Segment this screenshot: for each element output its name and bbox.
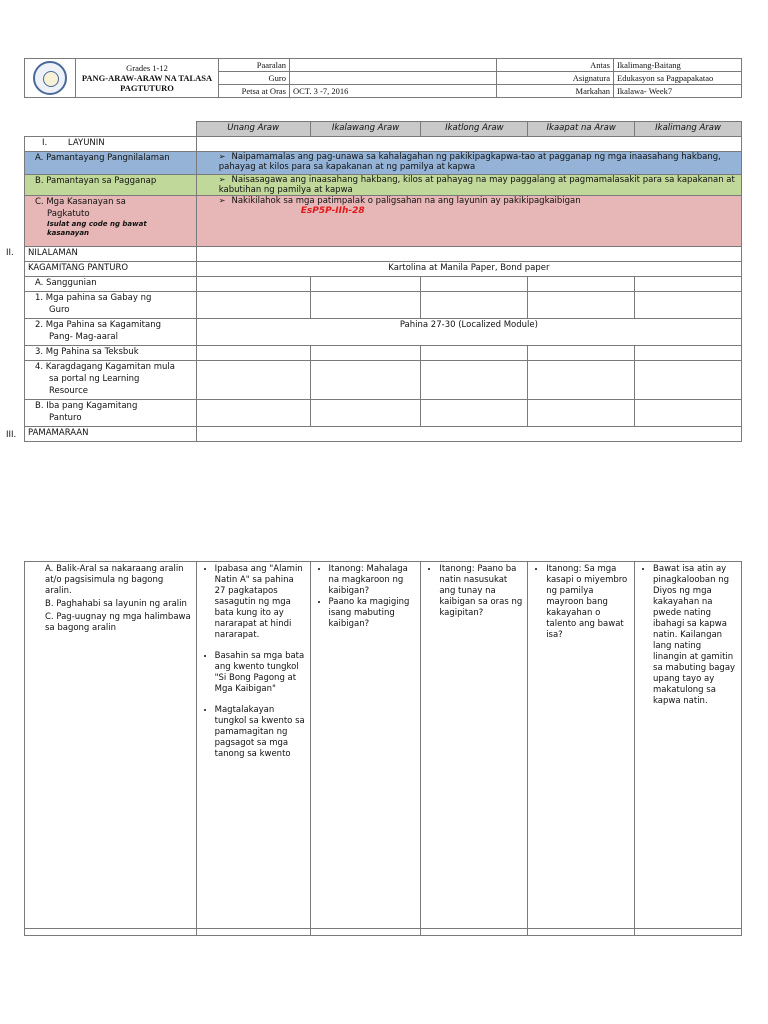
antas-label: Antas [497,59,614,72]
pamamaraan-blank [196,427,741,442]
deped-seal-cell [25,59,76,98]
step-letter: B. [45,599,54,609]
arrow-bullet-icon [219,175,232,185]
cell [421,361,528,400]
cell [310,400,421,427]
nilalaman-heading: NILALAMAN [25,247,197,262]
iba-pang-kagamitan-label [25,400,197,427]
cell [310,929,421,936]
pamamaraan-table [24,561,742,936]
antas-value: Ikalimang-Baitang [614,59,742,72]
layunin-label: LAYUNIN [67,138,105,148]
petsa-label: Petsa at Oras [219,85,290,98]
deped-seal-icon [33,61,67,95]
cell [196,361,310,400]
cell [528,400,635,427]
day4-cell [528,562,635,929]
day2-cell [310,562,421,929]
cell [635,400,742,427]
cell [310,277,421,292]
step-item [45,612,192,634]
step-text: Paghahabi sa layunin ng aralin [56,599,187,609]
paaralan-label: Paaralan [219,59,290,72]
title-line-1: Grades 1-12 [126,63,168,73]
cell [635,929,742,936]
cell [196,400,310,427]
list-item: • Basahin sa mga bata ang kwento tungkol "Si Bong Pagong at Mga Kaibigan" [215,651,306,695]
list-item: • Itanong: Mahalaga na magkaroon ng kaibigan? [329,564,417,597]
cell [310,292,421,319]
list-item: • Itanong: Paano ba natin nasusukat ang tunay na kaibigan sa oras ng kagipitan? [439,564,523,619]
learning-resource-line2: sa portal ng Learning [49,374,140,384]
list-item: • Ipabasa ang "Alamin Natin A" sa pahina 27 pagkatapos sasagutin ng mga bata kung ito ay nararapat at hindi nararapat. [215,564,306,641]
cell [421,277,528,292]
day-header-4: Ikaapat na Araw [528,122,635,137]
day1-cell [196,562,310,929]
pamantayan-pagganap-label: B. Pamantayan sa Pagganap [25,175,197,196]
kagamitan-heading: KAGAMITANG PANTURO [25,262,197,277]
cell [528,277,635,292]
step-item [45,599,192,610]
cell [196,346,310,361]
pamantayang-pangnilalaman-label: A. Pamantayang Pangnilalaman [25,152,197,175]
kagamitang-mag-aaral-line2: Pang- Mag-aaral [49,332,118,342]
header-table [24,58,742,98]
learning-resource-line3: Resource [49,386,88,396]
paaralan-value [290,59,497,72]
competency-code: EsP5P-IIh-28 [300,206,365,216]
pamantayang-pangnilalaman-text [196,152,741,175]
learning-resource-label [25,361,197,400]
cell [310,346,421,361]
kagamitan-text: Kartolina at Manila Paper, Bond paper [196,262,741,277]
corner-cell [25,122,197,137]
day3-cell [421,562,528,929]
step-text: Balik-Aral sa nakaraang aralin at/o pagsisimula ng bagong aralin. [45,564,184,596]
guro-label: Guro [219,72,290,85]
kasanayan-label [25,196,197,247]
cell [196,277,310,292]
section-num-nilalaman: II. [6,248,14,258]
cell [528,929,635,936]
cell [310,361,421,400]
list-item: • Paano ka magiging isang mabuting kaibigan? [329,597,417,630]
lesson-plan-table [24,121,742,442]
cell [528,361,635,400]
kasanayan-content: Nakikilahok sa mga patimpalak o paligsahan na ang layunin ay pakikipagkaibigan [231,196,581,206]
petsa-value: OCT. 3 -7, 2016 [290,85,497,98]
cell [635,292,742,319]
list-item: • Magtalakayan tungkol sa kwento sa pamamagitan ng pagsagot sa mga tanong sa kwento [215,705,306,760]
nilalaman-blank [196,247,741,262]
kasanayan-note-line2: kasanayan [47,229,90,237]
day-header-2: Ikalawang Araw [310,122,421,137]
title-line-2: PANG-ARAW-ARAW NA TALASA [81,73,213,83]
layunin-heading [25,137,197,152]
section-num-pamamaraan: III. [6,430,17,440]
iba-pang-kagamitan-line2: Panturo [49,413,82,423]
cell [635,277,742,292]
kasanayan-text [196,196,741,247]
markahan-label: Markahan [497,85,614,98]
gabay-guro-label [25,292,197,319]
teksbuk-label: 3. Mg Pahina sa Teksbuk [25,346,197,361]
day-header-5: Ikalimang Araw [635,122,742,137]
kagamitang-mag-aaral-label [25,319,197,346]
list-item: • Bawat isa atin ay pinagkalooban ng Diyos ng mga kakayahan na pwede nating ibahagi sa kapwa natin. Kailangan lang nating linangin at gamitin sa mabuting bagay upang tayo ay makatulong sa kapwa natin. [653,564,737,707]
step-text: Pag-uugnay ng mga halimbawa sa bagong aralin [45,612,191,633]
gabay-guro-line1: 1. Mga pahina sa Gabay ng [35,293,152,303]
arrow-bullet-icon [219,152,232,162]
kasanayan-note-line1: Isulat ang code ng bawat [47,220,147,228]
iba-pang-kagamitan-line1: B. Iba pang Kagamitang [35,401,138,411]
step-item [45,564,192,597]
cell [196,929,310,936]
cell [635,346,742,361]
step-letter: C. [45,612,54,622]
cell [196,292,310,319]
learning-resource-line1: 4. Karagdagang Kagamitan mula [35,362,175,372]
asignatura-value: Edukasyon sa Pagpapakatao [614,72,742,85]
day-header-3: Ikatlong Araw [421,122,528,137]
cell [421,929,528,936]
list-item: • Itanong: Sa mga kasapi o miyembro ng pamilya mayroon bang kakayahan o talento ang bawat isa? [546,564,630,641]
form-title [76,59,219,98]
gabay-guro-line2: Guro [49,305,70,315]
cell [528,292,635,319]
kasanayan-label-line1: C. Mga Kasanayan sa [35,197,126,207]
guro-value [290,72,497,85]
kasanayan-label-line2: Pagkatuto [47,209,90,219]
cell [25,929,197,936]
kagamitang-mag-aaral-line1: 2. Mga Pahina sa Kagamitang [35,320,161,330]
cell [528,346,635,361]
cell [421,400,528,427]
pamantayang-pangnilalaman-content: Naipamamalas ang pag-unawa sa kahalagahan ng pakikipagkapwa-tao at pagganap ng mga inaasahang hakbang, pahayag at kilos para sa kapakanan at ng pamilya at kapwa [218,152,721,172]
pamamaraan-heading: PAMAMARAAN [25,427,197,442]
layunin-num: I. [42,138,48,148]
title-line-3: PAGTUTURO [120,83,174,93]
cell [421,292,528,319]
layunin-blank [196,137,741,152]
pamantayan-pagganap-text [196,175,741,196]
arrow-bullet-icon [219,196,232,206]
pamantayan-pagganap-content: Naisasagawa ang inaasahang hakbang, kilos at pahayag na may paggalang at pagmamalasakit para sa kapakanan at kabutihan ng pamilya at kapwa [218,175,735,195]
cell [421,346,528,361]
pahina-text: Pahina 27-30 (Localized Module) [196,319,741,346]
asignatura-label: Asignatura [497,72,614,85]
markahan-value: Ikalawa- Week7 [614,85,742,98]
procedure-steps-cell [25,562,197,929]
day-header-1: Unang Araw [196,122,310,137]
cell [635,361,742,400]
sanggunian-label: A. Sanggunian [25,277,197,292]
day5-cell [635,562,742,929]
step-letter: A. [45,564,54,574]
